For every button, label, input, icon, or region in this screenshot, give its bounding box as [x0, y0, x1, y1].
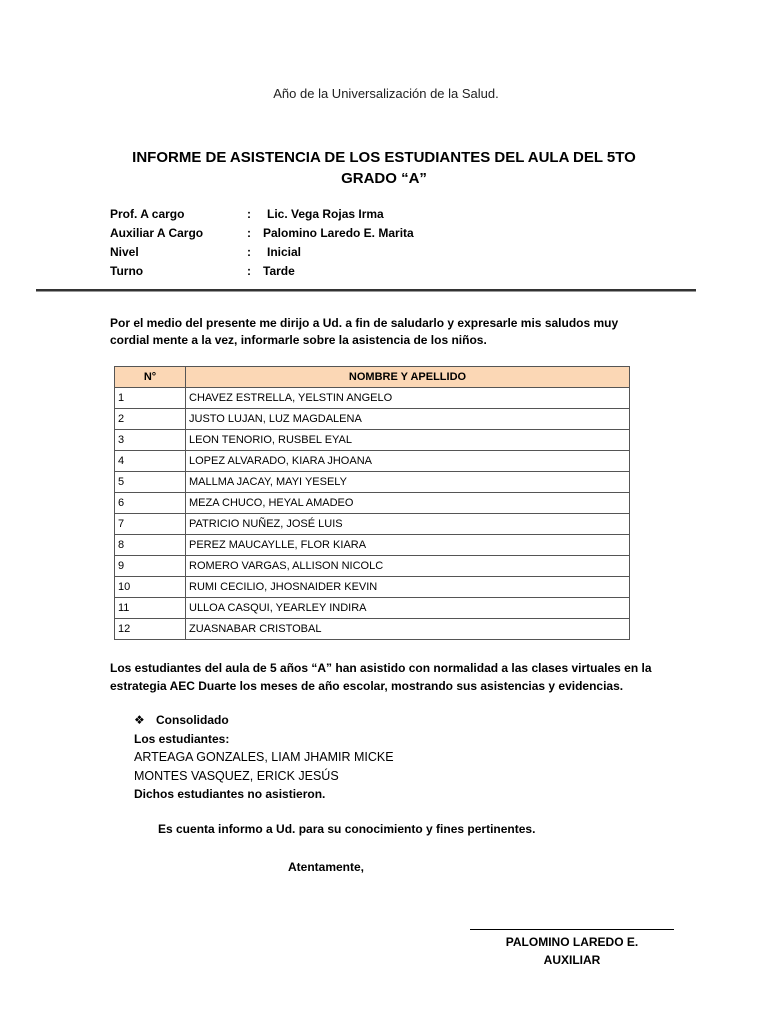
signer-role: AUXILIAR	[543, 953, 601, 967]
row-student-name: ULLOA CASQUI, YEARLEY INDIRA	[186, 598, 630, 619]
table-row	[115, 430, 630, 451]
row-number: 2	[115, 409, 186, 430]
info-value: Lic. Vega Rojas Irma	[267, 207, 384, 221]
info-row-assistant	[110, 224, 530, 243]
row-student-name: MALLMA JACAY, MAYI YESELY	[186, 472, 630, 493]
table-row	[115, 388, 630, 409]
table-row	[115, 493, 630, 514]
intro-line-2: cordial mente a la vez, informarle sobre la asistencia de los niños.	[110, 333, 487, 347]
table-row	[115, 577, 630, 598]
row-number: 7	[115, 514, 186, 535]
consolidated-heading-line	[134, 711, 394, 730]
table-row	[115, 535, 630, 556]
row-student-name: ZUASNABAR CRISTOBAL	[186, 619, 630, 640]
absent-students-label: Los estudiantes:	[134, 731, 230, 746]
row-number: 6	[115, 493, 186, 514]
row-student-name: CHAVEZ ESTRELLA, YELSTIN ANGELO	[186, 388, 630, 409]
horizontal-divider	[36, 289, 696, 291]
header-name: NOMBRE Y APELLIDO	[186, 367, 630, 388]
consolidated-section	[134, 711, 394, 804]
table-row	[115, 472, 630, 493]
row-number: 8	[115, 535, 186, 556]
report-title-line-2: GRADO “A”	[341, 170, 427, 187]
table-row	[115, 514, 630, 535]
info-colon: :	[247, 226, 251, 240]
row-student-name: LEON TENORIO, RUSBEL EYAL	[186, 430, 630, 451]
row-student-name: LOPEZ ALVARADO, KIARA JHOANA	[186, 451, 630, 472]
closing-sentence: Es cuenta informo a Ud. para su conocimiento y fines pertinentes.	[158, 822, 536, 836]
signer-name: PALOMINO LAREDO E.	[505, 935, 639, 949]
row-number: 12	[115, 619, 186, 640]
attendance-summary-paragraph	[110, 659, 670, 695]
absent-student-2: MONTES VASQUEZ, ERICK JESÚS	[134, 768, 339, 783]
row-number: 10	[115, 577, 186, 598]
row-student-name: PATRICIO NUÑEZ, JOSÉ LUIS	[186, 514, 630, 535]
table-row	[115, 598, 630, 619]
signature-line	[470, 929, 674, 930]
info-label: Turno	[110, 264, 144, 278]
info-colon: :	[247, 207, 251, 221]
info-label: Auxiliar A Cargo	[110, 226, 204, 240]
info-value: Inicial	[267, 245, 302, 259]
year-motto: Año de la Universalización de la Salud.	[273, 86, 499, 101]
row-number: 4	[115, 451, 186, 472]
header-number: N°	[115, 367, 186, 388]
info-row-teacher	[110, 205, 530, 224]
row-student-name: MEZA CHUCO, HEYAL AMADEO	[186, 493, 630, 514]
info-colon: :	[247, 245, 251, 259]
absence-note: Dichos estudiantes no asistieron.	[134, 787, 326, 801]
info-label: Nivel	[110, 245, 139, 259]
signature-block	[470, 933, 674, 969]
regards: Atentamente,	[288, 860, 365, 874]
table-row	[115, 556, 630, 577]
row-number: 1	[115, 388, 186, 409]
info-row-level	[110, 243, 530, 262]
students-table	[114, 366, 630, 640]
row-number: 11	[115, 598, 186, 619]
table-row	[115, 409, 630, 430]
diamond-bullet-icon: ❖	[134, 713, 145, 727]
summary-line-2: estrategia AEC Duarte los meses de año escolar, mostrando sus asistencias y evidencias.	[110, 679, 624, 693]
info-value: Palomino Laredo E. Marita	[263, 226, 414, 240]
summary-line-1: Los estudiantes del aula de 5 años “A” han asistido con normalidad a las clases virtuales en la	[110, 661, 652, 675]
info-row-shift	[110, 262, 530, 281]
row-student-name: RUMI CECILIO, JHOSNAIDER KEVIN	[186, 577, 630, 598]
intro-paragraph	[110, 315, 650, 349]
info-value: Tarde	[263, 264, 295, 278]
absent-student-1: ARTEAGA GONZALES, LIAM JHAMIR MICKE	[134, 750, 394, 764]
table-header-row	[115, 367, 630, 388]
table-row	[115, 619, 630, 640]
row-student-name: JUSTO LUJAN, LUZ MAGDALENA	[186, 409, 630, 430]
info-block	[110, 205, 530, 281]
info-colon: :	[247, 264, 251, 278]
intro-line-1: Por el medio del presente me dirijo a Ud. a fin de saludarlo y expresarle mis saludos muy	[110, 316, 619, 330]
row-number: 5	[115, 472, 186, 493]
info-label: Prof. A cargo	[110, 207, 185, 221]
report-title-line-1: INFORME DE ASISTENCIA DE LOS ESTUDIANTES DEL AULA DEL 5TO	[132, 149, 636, 166]
row-number: 3	[115, 430, 186, 451]
table-row	[115, 451, 630, 472]
report-title	[0, 147, 768, 189]
row-student-name: ROMERO VARGAS, ALLISON NICOLC	[186, 556, 630, 577]
row-number: 9	[115, 556, 186, 577]
row-student-name: PEREZ MAUCAYLLE, FLOR KIARA	[186, 535, 630, 556]
consolidated-heading: Consolidado	[156, 713, 229, 727]
